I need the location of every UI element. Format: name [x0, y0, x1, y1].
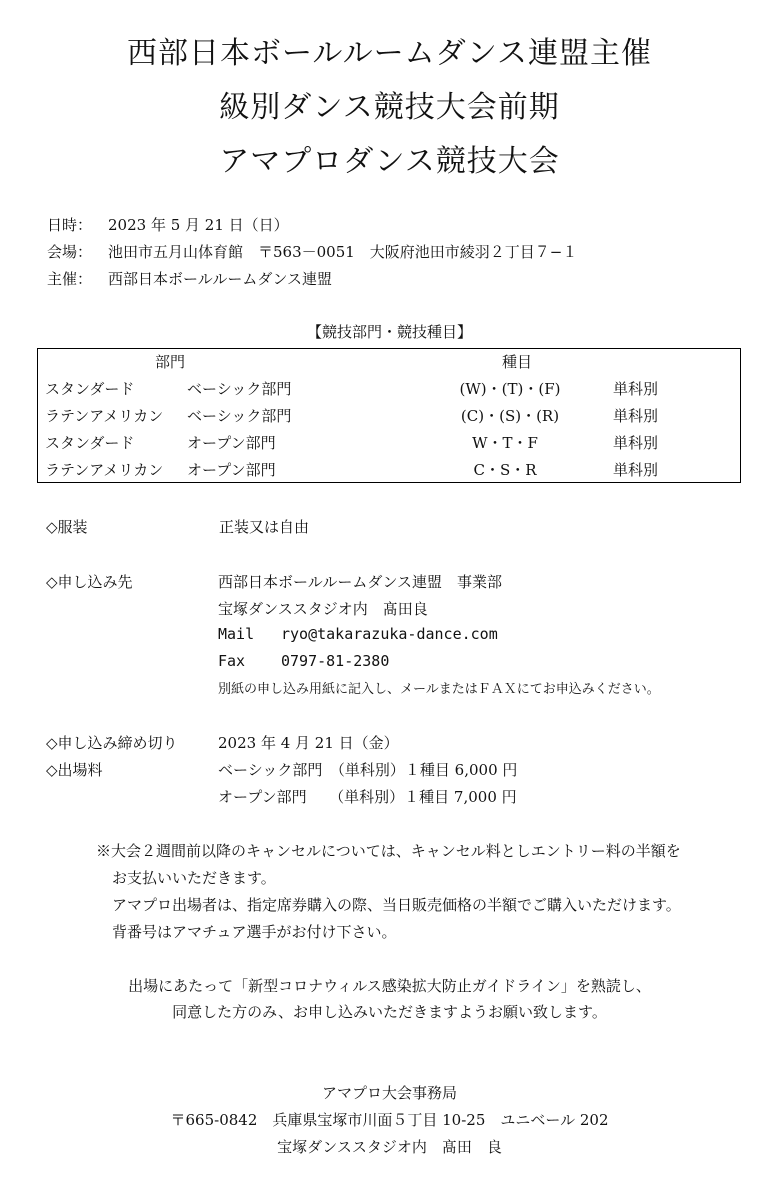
- row-3-level: オープン部門: [187, 434, 276, 452]
- note-line-3: アマプロ出場者は、指定席券購入の際、当日販売価格の半額でご購入いただけます。: [112, 896, 681, 914]
- col-division-header: 部門: [155, 353, 186, 371]
- apply-contact: 宝塚ダンススタジオ内 髙田良: [218, 600, 428, 618]
- row-4-level: オープン部門: [187, 461, 276, 479]
- fee-basic: ベーシック部門 （単科別）１種目 6,000 円: [218, 761, 518, 779]
- apply-label: ◇申し込み先: [46, 573, 133, 591]
- host-label: 主催：: [47, 270, 93, 288]
- attire-value: 正装又は自由: [219, 518, 310, 536]
- row-2-dances: (C)・(S)・(R): [460, 407, 560, 425]
- deadline-label: ◇申し込み締め切り: [46, 734, 178, 752]
- row-1-dances: (W)・(T)・(F): [459, 380, 561, 398]
- apply-org: 西部日本ボールルームダンス連盟 事業部: [218, 573, 503, 591]
- row-2-style: ラテンアメリカン: [45, 407, 164, 425]
- fee-open: オープン部門 （単科別）１種目 7,000 円: [218, 788, 517, 806]
- events-heading: 【競技部門・競技種目】: [306, 323, 472, 341]
- date-value: 2023 年 5 月 21 日（日）: [108, 216, 289, 234]
- apply-note: 別紙の申し込み用紙に記入し、メールまたはＦＡＸにてお申込みください。: [218, 682, 660, 697]
- note-line-4: 背番号はアマチュア選手がお付け下さい。: [112, 923, 397, 941]
- attire-label: ◇服装: [46, 518, 88, 536]
- fee-label: ◇出場料: [46, 761, 103, 779]
- footer-address: 〒665-0842 兵庫県宝塚市川面５丁目 10-25 ユニベール 202: [170, 1111, 609, 1129]
- note-line-1: ※大会２週間前以降のキャンセルについては、キャンセル料としエントリー料の半額を: [96, 842, 681, 860]
- row-3-style: スタンダード: [45, 434, 135, 452]
- row-1-style: スタンダード: [45, 380, 135, 398]
- covid-line-1: 出場にあたって「新型コロナウィルス感染拡大防止ガイドライン」を熟読し、: [128, 977, 651, 995]
- row-1-level: ベーシック部門: [187, 380, 292, 398]
- mail-label: Mail: [218, 625, 255, 643]
- title-line-1: 西部日本ボールルームダンス連盟主催: [126, 36, 653, 71]
- venue-label: 会場：: [47, 243, 93, 261]
- mail-address[interactable]: ryo@takarazuka-dance.com: [281, 625, 498, 643]
- row-4-style: ラテンアメリカン: [45, 461, 164, 479]
- fax-number: 0797-81-2380: [281, 652, 390, 670]
- row-2-level: ベーシック部門: [187, 407, 292, 425]
- row-3-type: 単科別: [613, 434, 659, 452]
- row-1-type: 単科別: [613, 380, 659, 398]
- covid-line-2: 同意した方のみ、お申し込みいただきますようお願い致します。: [172, 1003, 607, 1021]
- deadline-value: 2023 年 4 月 21 日（金）: [218, 734, 399, 752]
- host-value: 西部日本ボールルームダンス連盟: [108, 270, 333, 288]
- footer-office: アマプロ大会事務局: [321, 1084, 457, 1102]
- venue-value: 池田市五月山体育館 〒563－0051 大阪府池田市綾羽２丁目７−１: [108, 243, 578, 261]
- footer-contact: 宝塚ダンススタジオ内 髙田 良: [277, 1138, 502, 1156]
- row-3-dances: W・T・F: [472, 434, 538, 452]
- title-line-2: 級別ダンス競技大会前期: [219, 90, 560, 125]
- col-event-header: 種目: [502, 353, 533, 371]
- note-line-2: お支払いいただきます。: [112, 869, 276, 887]
- row-4-type: 単科別: [613, 461, 659, 479]
- date-label: 日時：: [47, 216, 93, 234]
- title-line-3: アマプロダンス競技大会: [219, 144, 560, 179]
- row-2-type: 単科別: [613, 407, 659, 425]
- row-4-dances: C・S・R: [473, 461, 537, 479]
- fax-label: Fax: [218, 652, 246, 670]
